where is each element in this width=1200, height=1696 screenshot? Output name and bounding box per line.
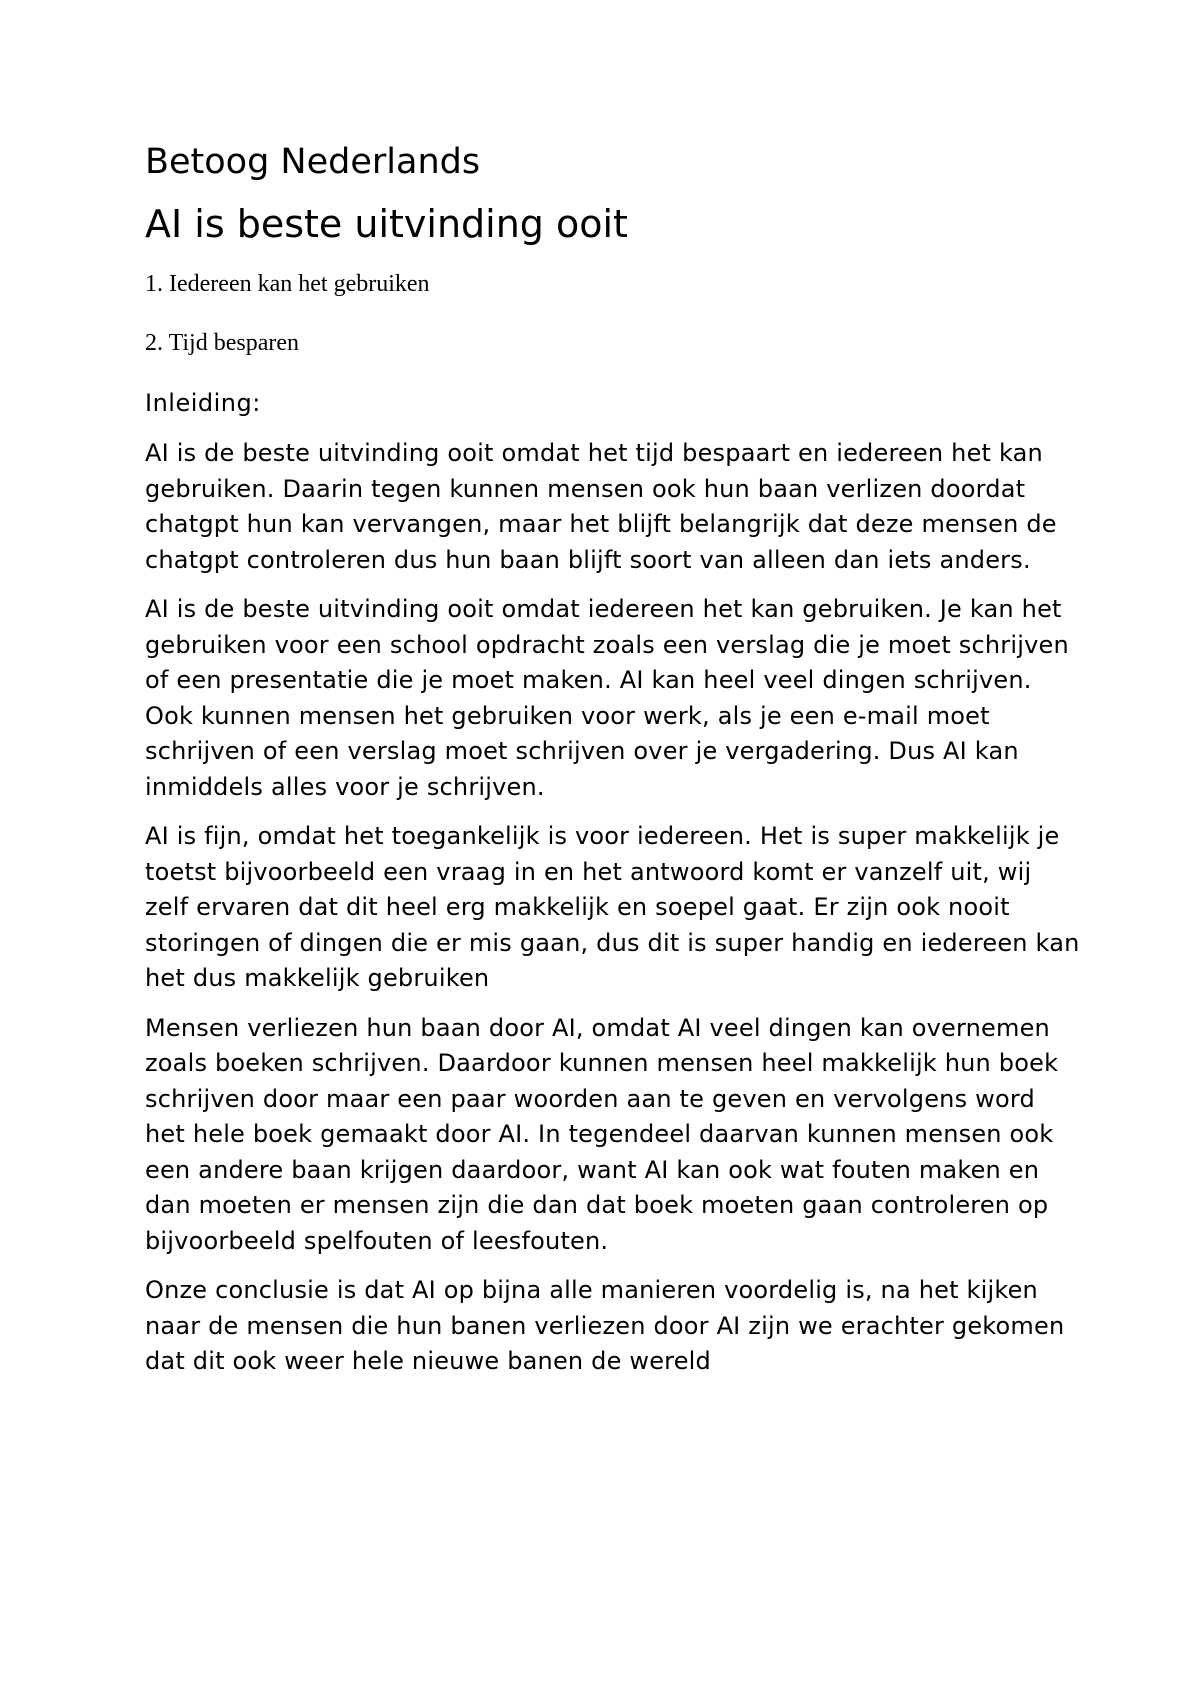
argument-item: 2. Tijd besparen xyxy=(145,330,300,356)
paragraph: Mensen verliezen hun baan door AI, omdat AI veel dingen kan overnemen zoals boeken schrijven. Daardoor kunnen mensen heel makkelijk hun boek schrijven door maar een paar woorden aan te geven en vervolgens word het hele boek gemaakt door AI. In tegendeel daarvan kunnen mensen ook een andere baan krijgen daardoor, want AI kan ook wat fouten maken en dan moeten er mensen zijn die dan dat boek moeten gaan controleren op bijvoorbeeld spelfouten of leesfouten. xyxy=(145,1013,1059,1255)
paragraph: Onze conclusie is dat AI op bijna alle manieren voordelig is, na het kijken naar de mensen die hun banen verliezen door AI zijn we erachter gekomen dat dit ook weer hele nieuwe banen de wereld xyxy=(145,1276,1065,1375)
argument-item: 1. Iedereen kan het gebruiken xyxy=(145,271,430,297)
document-content xyxy=(145,136,1080,1394)
paragraph: AI is fijn, omdat het toegankelijk is voor iedereen. Het is super makkelijk je toetst bijvoorbeeld een vraag in en het antwoord komt er vanzelf uit, wij zelf ervaren dat dit heel erg makkelijk en soepel gaat. Er zijn ook nooit storingen of dingen die er mis gaan, dus dit is super handig en iedereen kan het dus makkelijk gebruiken xyxy=(145,822,1080,992)
document-title: Betoog Nederlands xyxy=(145,142,481,182)
paragraph: AI is de beste uitvinding ooit omdat het tijd bespaart en iedereen het kan gebruiken. Daarin tegen kunnen mensen ook hun baan verlizen doordat chatgpt hun kan vervangen, maar het blijft belangrijk dat deze mensen de chatgpt controleren dus hun baan blijft soort van alleen dan iets anders. xyxy=(145,439,1057,574)
paragraph: AI is de beste uitvinding ooit omdat iedereen het kan gebruiken. Je kan het gebruiken voor een school opdracht zoals een verslag die je moet schrijven of een presentatie die je moet maken. AI kan heel veel dingen schrijven. Ook kunnen mensen het gebruiken voor werk, als je een e-mail moet schrijven of een verslag moet schrijven over je vergadering. Dus AI kan inmiddels alles voor je schrijven. xyxy=(145,595,1069,801)
argument-list xyxy=(145,268,1080,359)
document-subtitle: AI is beste uitvinding ooit xyxy=(145,202,628,246)
intro-heading: Inleiding: xyxy=(145,389,261,417)
